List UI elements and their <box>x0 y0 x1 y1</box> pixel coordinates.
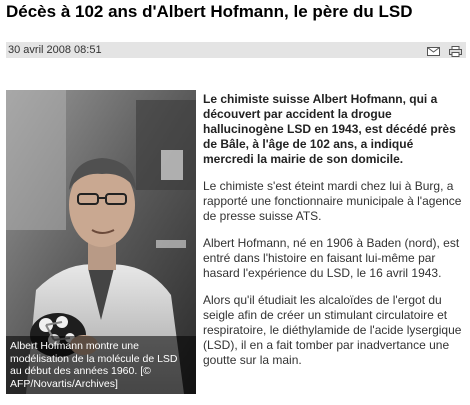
article-tools <box>422 44 462 56</box>
email-icon[interactable] <box>427 44 440 55</box>
article-paragraph: Alors qu'il étudiait les alcaloïdes de l'ergot du seigle afin de créer un stimulant circulatoire et respiratoire, le diéthylamide de l'acide lysergique (LSD), il en a fait tomber par inadvertance une goutte sur la main. <box>203 293 462 367</box>
article-lead: Le chimiste suisse Albert Hofmann, qui a découvert par accident la drogue hallucinogène LSD en 1943, est décédé près de Bâle, à l'âge de 102 ans, a indiqué mercredi la mairie de son domicile. <box>203 92 456 166</box>
article-title: Décès à 102 ans d'Albert Hofmann, le père du LSD <box>6 2 413 21</box>
article-paragraph: Le chimiste s'est éteint mardi chez lui à Burg, a rapporté une fonctionnaire municipale à l'agence de presse suisse ATS. <box>203 179 462 223</box>
article-photo <box>6 90 196 394</box>
article-meta-bar <box>6 42 466 58</box>
print-icon[interactable] <box>449 44 462 55</box>
article-date: 30 avril 2008 08:51 <box>8 44 102 56</box>
article-paragraph: Albert Hofmann, né en 1906 à Baden (nord), est entré dans l'histoire en faisant lui-même par hasard l'expérience du LSD, le 16 avril 1943. <box>203 236 460 280</box>
photo-caption: Albert Hofmann montre une modélisation de la molécule de LSD au début des années 1960. [© AFP/Novartis/Archives] <box>6 336 196 394</box>
article-body <box>203 92 465 380</box>
